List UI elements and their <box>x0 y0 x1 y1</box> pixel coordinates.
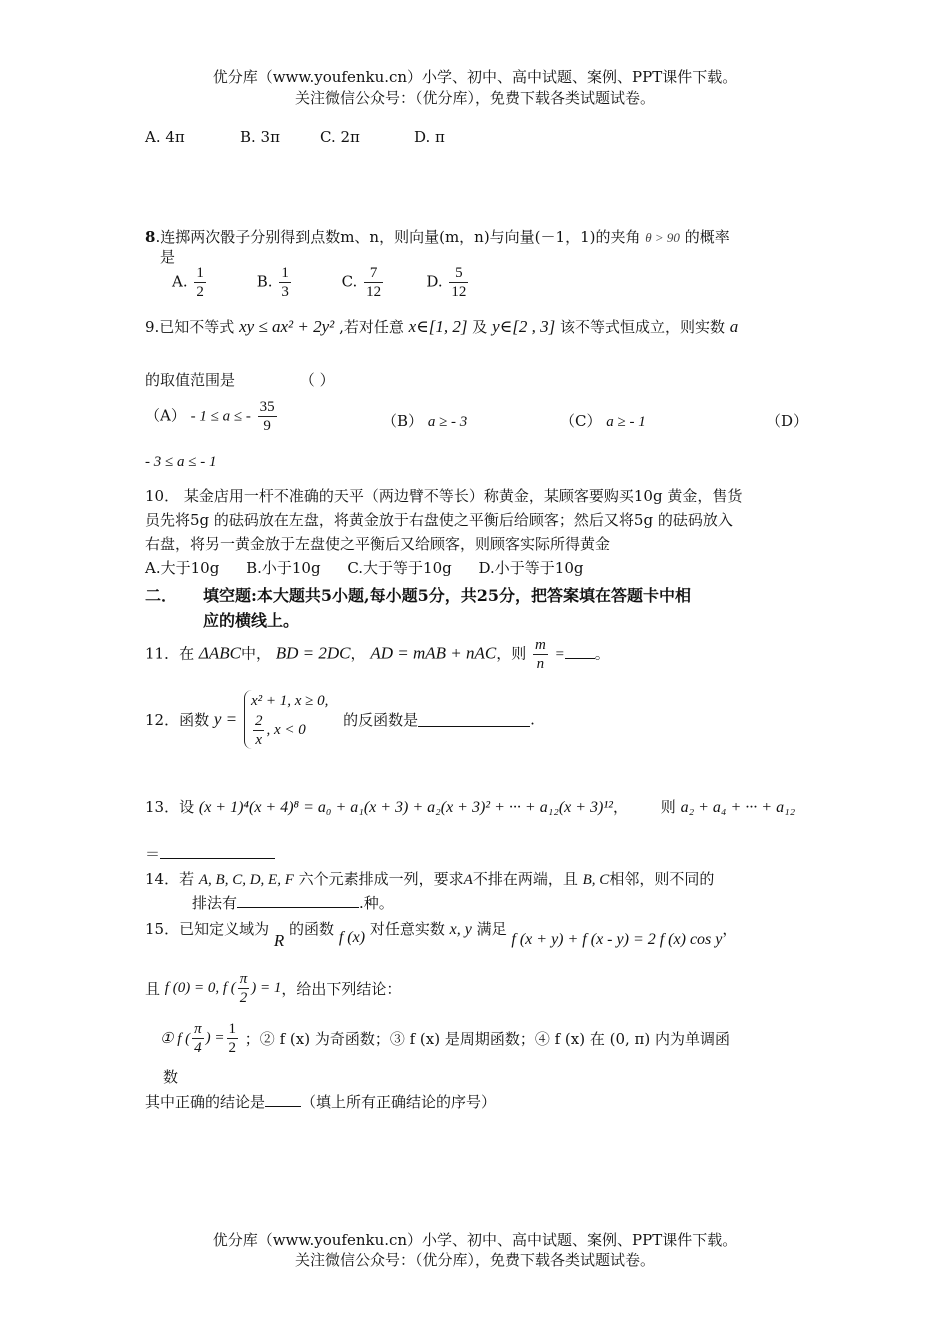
q15-line2-eq1: f (0) = 0, f ( <box>164 980 236 996</box>
q9-line-2 <box>145 369 335 390</box>
q13-question <box>145 796 795 817</box>
q15-xy: x, y <box>449 921 472 938</box>
q15-line2-tail: ，给出下列结论： <box>281 980 402 998</box>
q8-option-c-label: C. <box>341 272 358 291</box>
q10-option-b: B.小于10g <box>246 559 321 577</box>
q9-tail: 该不等式恒成立，则实数 <box>559 318 725 336</box>
q15-line-1 <box>145 918 738 950</box>
q8-d-den: 12 <box>451 284 467 300</box>
q15-c1-two: 2 <box>228 1040 237 1056</box>
q10-line-2: 员先将5g 的砝码放在左盘，将黄金放于右盘使之平衡后给顾客；然后又将5g 的砝码放入 <box>145 511 733 529</box>
q9-options <box>145 398 279 435</box>
q14-line2-lead: 排法有 <box>192 894 238 912</box>
q14-lead: 14．若 <box>145 870 195 888</box>
q15-pi: π <box>239 971 248 987</box>
q8-question <box>145 226 730 247</box>
q15-final <box>145 1091 496 1112</box>
q15-final-tail: （填上所有正确结论的序号） <box>301 1093 497 1111</box>
q9-question <box>145 316 738 337</box>
q14-letters: A, B, C, D, E, F <box>198 872 294 888</box>
footer-line-1: 优分库（www.youfenku.cn）小学、初中、高中试题、案例、PPT课件下载。 <box>212 1231 738 1249</box>
q15-functional-equation: f (x + y) + f (x - y) = 2 f (x) cos y <box>511 931 723 948</box>
q14-text-c: 不排在两端，且 <box>472 870 578 888</box>
q8-option-d-fraction <box>449 264 468 301</box>
q12-case2-fraction <box>253 712 265 749</box>
q9-line2-text: 的取值范围是 <box>145 371 236 389</box>
q10-options <box>145 557 583 578</box>
q9-mid: ,若对任意 <box>339 318 404 336</box>
q9-option-b-value: a ≥ - 3 <box>427 414 468 430</box>
q12-case-1: x² + 1, x ≥ 0, <box>250 693 329 709</box>
q9-option-a-label: （A） <box>145 406 186 425</box>
q10-line-3: 右盘，将另一黄金放于左盘使之平衡后又给顾客，则顾客实际所得黄金 <box>145 535 611 553</box>
q10-option-c: C.大于等于10g <box>347 559 452 577</box>
q11-num: m <box>534 637 546 653</box>
q8-b-num: 1 <box>281 265 289 281</box>
q15-c1-one: 1 <box>228 1021 237 1037</box>
q8-options <box>172 264 506 301</box>
q15-mid2: 对任意实数 <box>369 920 445 938</box>
section2-title-1: 填空题:本大题共5小题,每小题5分，共25分，把答案填在答题卡中相 <box>203 586 692 605</box>
q9-var: a <box>729 317 739 336</box>
q10-line-1: 10． 某金店用一杆不准确的天平（两边臂不等长）称黄金，某顾客要购买10g 黄金，售货 <box>145 487 743 505</box>
q14-a: A <box>463 872 473 888</box>
q15-c1-pi: π <box>194 1021 202 1037</box>
q12-lead: 12．函数 <box>145 711 210 729</box>
q15-pi-over-2 <box>238 970 250 1007</box>
q9-option-b-label: （B） <box>382 412 424 430</box>
q15-r: R <box>273 931 285 950</box>
q12-y: y = <box>213 709 238 729</box>
q8-number: 8 <box>145 228 156 246</box>
q14-line-2 <box>192 892 394 913</box>
q11-then: ，则 <box>496 644 527 663</box>
q15-line2-lead: 且 <box>145 980 161 998</box>
q9-x-range: x∈[1, 2] <box>408 317 468 336</box>
q8-option-d-label: D. <box>426 272 443 291</box>
q14-bc: B, C <box>582 872 610 888</box>
q15-c1-a: ① f ( <box>160 1031 191 1047</box>
q8-a-num: 1 <box>196 265 204 281</box>
header-line-1: 优分库（www.youfenku.cn）小学、初中、高中试题、案例、PPT课件下载。 <box>212 68 738 86</box>
q10-option-d: D.小于等于10g <box>478 559 584 577</box>
q14-line2-end: .种。 <box>359 894 394 912</box>
q11-mid: 中， <box>240 644 271 663</box>
q8-d-num: 5 <box>449 264 468 283</box>
q8-option-c-fraction <box>364 264 383 301</box>
q13-sum: a₂ + a₄ + ··· + a₁₂ <box>680 799 796 816</box>
q15-pi-over-4 <box>192 1020 204 1057</box>
q12-tail: 的反函数是 <box>343 711 419 729</box>
q11-eq: = <box>554 646 565 663</box>
q11-fraction <box>533 636 548 673</box>
q8-c-den: 12 <box>366 284 382 300</box>
q15-mid1: 的函数 <box>289 920 335 938</box>
q9-option-c-value: a ≥ - 1 <box>606 414 646 430</box>
q8-b-den: 3 <box>281 284 289 300</box>
q15-line2-eq2: ) = 1 <box>251 980 282 996</box>
q15-comma: ， <box>722 920 738 938</box>
q9-a-den: 9 <box>263 418 271 434</box>
q8-option-a-label: A. <box>172 272 188 291</box>
q15-final-lead: 其中正确的结论是 <box>145 1093 266 1111</box>
q8-c-num: 7 <box>364 264 383 283</box>
q8-text: .连掷两次骰子分别得到点数m、n，则向量(m，n)与向量(－1，1)的夹角 <box>155 228 641 246</box>
q12-case2-den: x <box>255 732 263 748</box>
q9-option-d-label: （D） <box>766 412 809 430</box>
q10-option-a: A.大于10g <box>145 559 220 577</box>
q15-two: 2 <box>239 990 248 1006</box>
q11-triangle: ΔABC <box>198 643 241 663</box>
q11-question <box>145 636 610 673</box>
q15-c1-four: 4 <box>194 1040 202 1056</box>
q15-line-2 <box>145 970 401 1007</box>
q7-option-d: D. π <box>414 128 445 146</box>
q8-option-a <box>172 264 252 301</box>
q9-option-a-fraction <box>258 398 277 435</box>
q14-text-d: 相邻，则不同的 <box>609 870 715 888</box>
q12-case-2 <box>251 712 328 749</box>
q8-option-b-fraction <box>279 264 291 301</box>
q15-mid3: 满足 <box>476 920 507 938</box>
q9-y-range: y∈[2 , 3] <box>492 317 556 336</box>
q9-option-c <box>560 410 646 431</box>
q13-expression: (x + 1)⁴(x + 4)⁸ = a₀ + a₁(x + 3) + a₂(x + 3)² + ··· + a₁₂(x + 3)¹² <box>198 799 613 816</box>
q15-c1-b: ) = <box>205 1030 225 1046</box>
q14-line-1 <box>145 868 714 889</box>
q8-option-c <box>342 264 422 301</box>
q12-answer-blank[interactable] <box>418 712 530 727</box>
q11-comma: ， <box>350 644 366 663</box>
q7-option-a: A. 4π <box>145 128 185 146</box>
q15-conclusions <box>160 1020 730 1057</box>
q8-option-b <box>257 264 337 301</box>
footer-line-2: 关注微信公众号：（优分库），免费下载各类试题试卷。 <box>294 1251 655 1269</box>
q9-option-b <box>382 410 467 431</box>
q11-den: n <box>536 656 545 672</box>
q7-option-b: B. 3π <box>240 128 280 146</box>
q12-end: . <box>530 710 535 729</box>
q11-eq2: AD = mAB + nAC <box>370 643 497 663</box>
q13-lead: 13．设 <box>145 798 195 816</box>
q13-comma: ， <box>612 798 628 816</box>
q15-lead: 15．已知定义域为 <box>145 920 270 938</box>
q11-lead: 11．在 <box>145 644 195 663</box>
q11-eq1: BD = 2DC <box>275 643 351 663</box>
q9-answer-paren: （ ） <box>299 371 335 389</box>
q12-question <box>145 690 535 749</box>
q12-piecewise <box>244 690 328 749</box>
q9-lead: 9.已知不等式 <box>145 318 235 336</box>
q8-a-den: 2 <box>196 284 204 300</box>
q14-answer-blank[interactable] <box>237 893 359 908</box>
header-line-2: 关注微信公众号：（优分库），免费下载各类试题试卷。 <box>294 89 655 107</box>
q8-option-d <box>426 264 506 301</box>
q14-text-b: 六个元素排成一列，要求 <box>298 870 464 888</box>
q13-eq: ＝ <box>145 845 161 863</box>
q8-option-a-fraction <box>194 264 206 301</box>
q13-answer <box>145 843 275 864</box>
q9-option-d-value: - 3 ≤ a ≤ - 1 <box>145 454 217 470</box>
q11-answer-blank[interactable] <box>565 644 595 659</box>
section2-title-2: 应的横线上。 <box>203 611 300 630</box>
q7-option-c: C. 2π <box>320 128 360 146</box>
q9-inequality: xy ≤ ax² + 2y² <box>239 317 335 336</box>
q15-answer-blank[interactable] <box>265 1092 301 1107</box>
q15-fx: f (x) <box>338 929 366 946</box>
q9-option-c-label: （C） <box>560 412 602 430</box>
section2-label: 二． <box>145 586 178 605</box>
q13-then: 则 <box>660 798 676 816</box>
q15-c-rest: ；② f (x) 为奇函数；③ f (x) 是周期函数；④ f (x) 在 (0, π) 内为单调函 <box>244 1030 731 1048</box>
q9-a-num: 35 <box>259 399 275 415</box>
q15-one-half <box>227 1020 239 1057</box>
q13-answer-blank[interactable] <box>160 844 275 859</box>
q8-text-end: 的概率 <box>684 228 730 246</box>
q9-option-a-pre: - 1 ≤ a ≤ - <box>190 408 251 425</box>
q9-and: 及 <box>472 318 488 336</box>
q8-text-wrap: 是 <box>160 248 176 266</box>
q8-condition: θ > 90 <box>645 230 680 245</box>
q11-end: 。 <box>594 644 610 663</box>
q8-option-b-label: B. <box>256 272 273 291</box>
q12-case2-num: 2 <box>254 713 263 729</box>
q12-case2-tail: , x < 0 <box>266 721 306 738</box>
q15-conclusions-wrap: 数 <box>163 1068 179 1086</box>
